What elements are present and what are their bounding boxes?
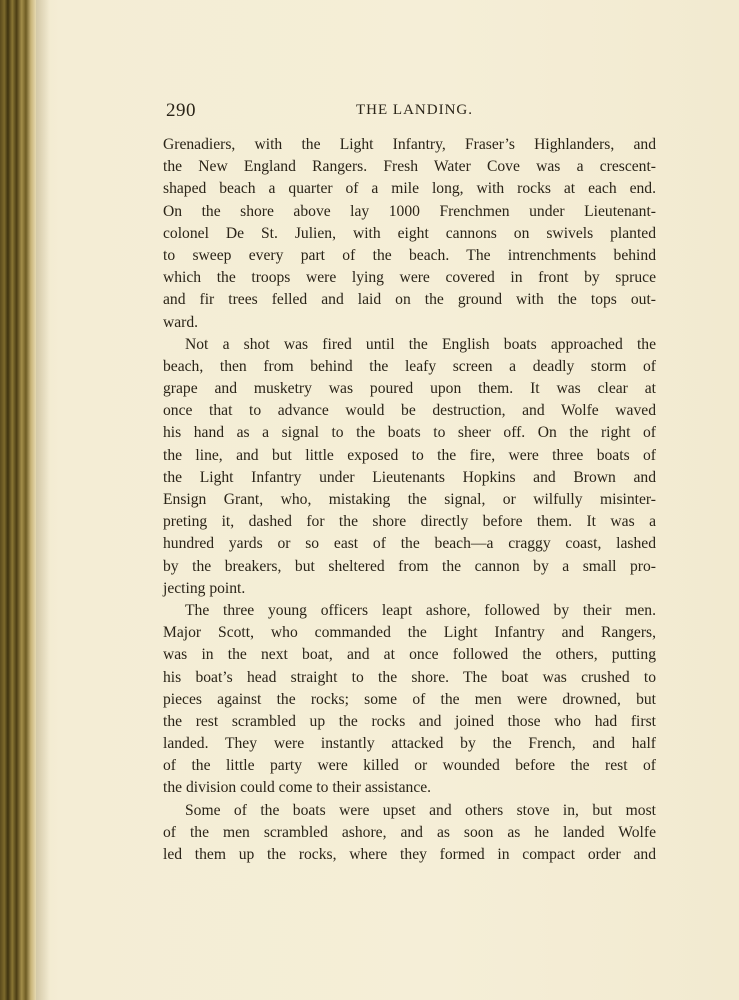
text-line: the Light Infantry under Lieutenants Hopkins and Brown and (163, 468, 656, 486)
text-line: the rest scrambled up the rocks and joined those who had first (163, 712, 656, 730)
text-line: pieces against the rocks; some of the men were drowned, but (163, 690, 656, 708)
text-line: Ensign Grant, who, mistaking the signal, or wilfully misinter- (163, 491, 656, 508)
book-spine (0, 0, 36, 1000)
text-line: hundred yards or so east of the beach—a craggy coast, lashed (163, 535, 656, 553)
text-line: beach, then from behind the leafy screen a deadly storm of (163, 357, 656, 375)
text-line: the New England Rangers. Fresh Water Cove was a crescent- (163, 158, 656, 176)
text-line: grape and musketry was poured upon them. It was clear at (163, 380, 656, 398)
text-line: once that to advance would be destruction, and Wolfe waved (163, 402, 656, 420)
text-line: Not a shot was fired until the English boats approached the (185, 335, 656, 353)
text-line: the line, and but little exposed to the fire, were three boats of (163, 446, 656, 464)
text-line: and fir trees felled and laid on the ground with the tops out- (163, 291, 656, 309)
text-line: preting it, dashed for the shore directly before them. It was a (163, 513, 656, 531)
text-line: jecting point. (163, 579, 246, 597)
text-line: The three young officers leapt ashore, followed by their men. (185, 601, 656, 619)
text-line: Some of the boats were upset and others stove in, but most (185, 801, 656, 819)
text-line: led them up the rocks, where they formed in compact order and (163, 846, 656, 863)
running-title: THE LANDING. (356, 102, 473, 118)
text-line: his boat’s head straight to the shore. The boat was crushed to (163, 668, 656, 686)
text-line: was in the next boat, and at once followed the others, putting (163, 646, 656, 664)
text-line: his hand as a signal to the boats to sheer off. On the right of (163, 424, 656, 442)
text-line: ward. (163, 313, 199, 331)
paragraph (163, 334, 656, 600)
spine-shadow (36, 0, 50, 1000)
paragraph (163, 600, 656, 800)
text-line: landed. They were instantly attacked by the French, and half (163, 735, 656, 753)
text-line: which the troops were lying were covered in front by spruce (163, 269, 656, 287)
text-line: colonel De St. Julien, with eight cannons on swivels planted (163, 224, 656, 242)
text-line: of the little party were killed or wounded before the rest of (163, 757, 656, 775)
text-line: the division could come to their assistance. (163, 779, 432, 797)
text-line: of the men scrambled ashore, and as soon as he landed Wolfe (163, 823, 656, 841)
page-header (166, 100, 656, 124)
body-text (163, 134, 656, 866)
paragraph (163, 800, 656, 867)
paragraph (163, 134, 656, 334)
text-line: shaped beach a quarter of a mile long, with rocks at each end. (163, 180, 656, 198)
text-line: by the breakers, but sheltered from the cannon by a small pro- (163, 557, 656, 575)
text-line: On the shore above lay 1000 Frenchmen under Lieutenant- (163, 202, 656, 220)
text-line: to sweep every part of the beach. The intrenchments behind (163, 246, 656, 264)
text-line: Major Scott, who commanded the Light Infantry and Rangers, (163, 624, 656, 642)
page-number: 290 (166, 100, 196, 121)
text-line: Grenadiers, with the Light Infantry, Fraser’s Highlanders, and (163, 136, 656, 153)
